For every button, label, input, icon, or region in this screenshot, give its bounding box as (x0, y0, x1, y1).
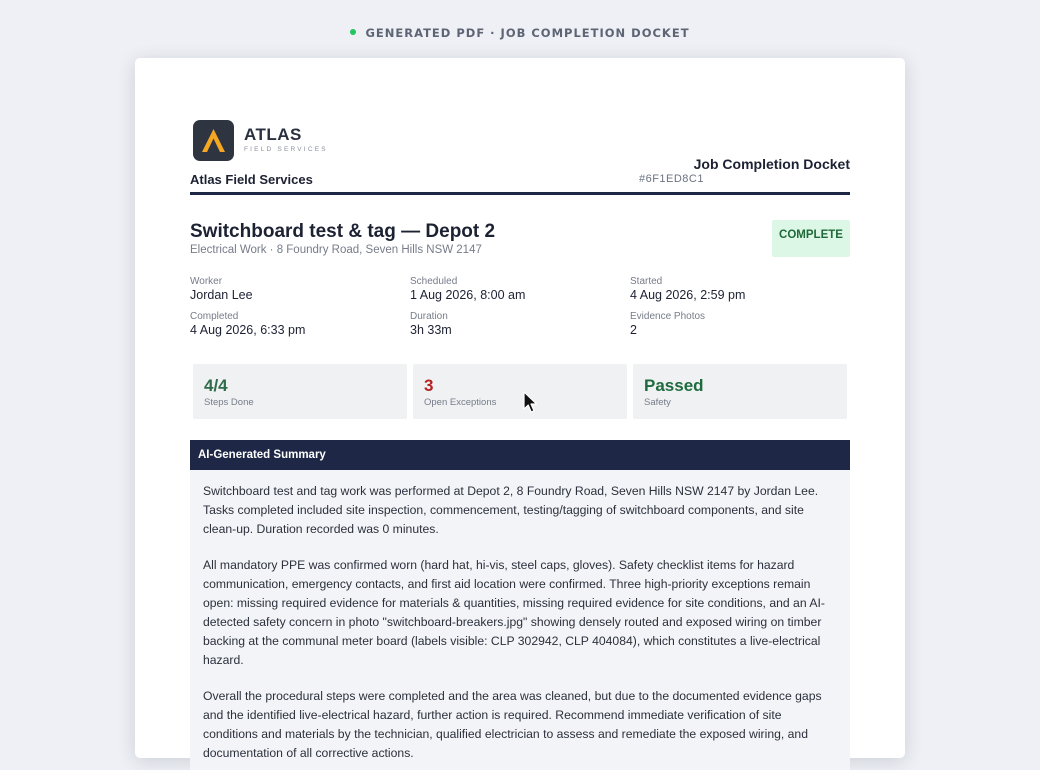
summary-paragraph: Switchboard test and tag work was performed at Depot 2, 8 Foundry Road, Seven Hills NSW 2147 by Jordan Lee. Tasks completed included site inspection, commencement, testing/tagging of switchboard components, and site clean-up. Duration recorded was 0 minutes. (203, 484, 819, 536)
meta-value: 4 Aug 2026, 2:59 pm (630, 288, 746, 302)
stat-value: 3 (424, 376, 434, 395)
summary-paragraph: All mandatory PPE was confirmed worn (hard hat, hi-vis, steel caps, gloves). Safety checklist items for hazard communication, emergency contacts, and first aid location were confirmed. Three high-priority exceptions remain open: missing required evidence for materials & quantities, missing required evidence for site conditions, and an AI-detected safety concern in photo "switchboard-breakers.jpg" showing densely routed and exposed wiring on timber backing at the communal meter board (labels visible: CLP 302942, CLP 404084), which constitutes a live-electrical hazard. (203, 558, 825, 667)
meta-completed (190, 311, 390, 338)
meta-evidence-photos (630, 311, 830, 338)
stat-caption: Open Exceptions (424, 397, 497, 408)
docket-page (135, 58, 905, 758)
company-name: Atlas Field Services (190, 172, 313, 187)
atlas-logo (193, 120, 234, 161)
docket-title: Job Completion Docket (693, 156, 850, 172)
stat-open-exceptions (413, 364, 627, 419)
stat-caption: Safety (644, 397, 671, 408)
atlas-chevron-icon (193, 120, 234, 161)
meta-value: 3h 33m (410, 323, 452, 337)
stat-value: 4/4 (204, 376, 228, 395)
job-subtitle: Electrical Work · 8 Foundry Road, Seven Hills NSW 2147 (190, 244, 482, 256)
stat-steps-done (193, 364, 407, 419)
meta-duration (410, 311, 610, 338)
summary-paragraph: Overall the procedural steps were completed and the area was cleaned, but due to the documented evidence gaps and the identified live-electrical hazard, further action is required. Recommend immediate verification of site conditions and materials by the technician, qualified electrician to assess and remediate the exposed wiring, and documentation of all corrective actions. (203, 689, 822, 760)
summary-body (190, 470, 850, 770)
stat-caption: Steps Done (204, 397, 254, 408)
meta-label: Worker (190, 276, 223, 287)
meta-value: 1 Aug 2026, 8:00 am (410, 288, 526, 302)
meta-label: Completed (190, 311, 239, 322)
meta-label: Started (630, 276, 663, 287)
meta-value: Jordan Lee (190, 288, 253, 302)
meta-scheduled (410, 276, 610, 303)
meta-label: Evidence Photos (630, 311, 706, 322)
docket-id: #6F1ED8C1 (638, 173, 704, 185)
meta-label: Duration (410, 311, 448, 322)
meta-value: 2 (630, 323, 637, 337)
stat-value: Passed (644, 376, 704, 395)
generated-pdf-banner (0, 26, 1040, 40)
meta-worker (190, 276, 390, 303)
meta-started (630, 276, 830, 303)
job-title: Switchboard test & tag — Depot 2 (190, 221, 496, 242)
summary-heading: AI-Generated Summary (190, 440, 850, 470)
brand-tagline: FIELD SERVICES (244, 146, 328, 153)
meta-value: 4 Aug 2026, 6:33 pm (190, 323, 306, 337)
status-badge: COMPLETE (772, 220, 850, 257)
mouse-pointer-icon (523, 391, 539, 415)
status-dot-icon (350, 29, 356, 35)
meta-label: Scheduled (410, 276, 458, 287)
header-divider (190, 192, 850, 195)
stat-safety (633, 364, 847, 419)
banner-label: GENERATED PDF · JOB COMPLETION DOCKET (365, 26, 690, 40)
brand-name: ATLAS (244, 125, 302, 144)
